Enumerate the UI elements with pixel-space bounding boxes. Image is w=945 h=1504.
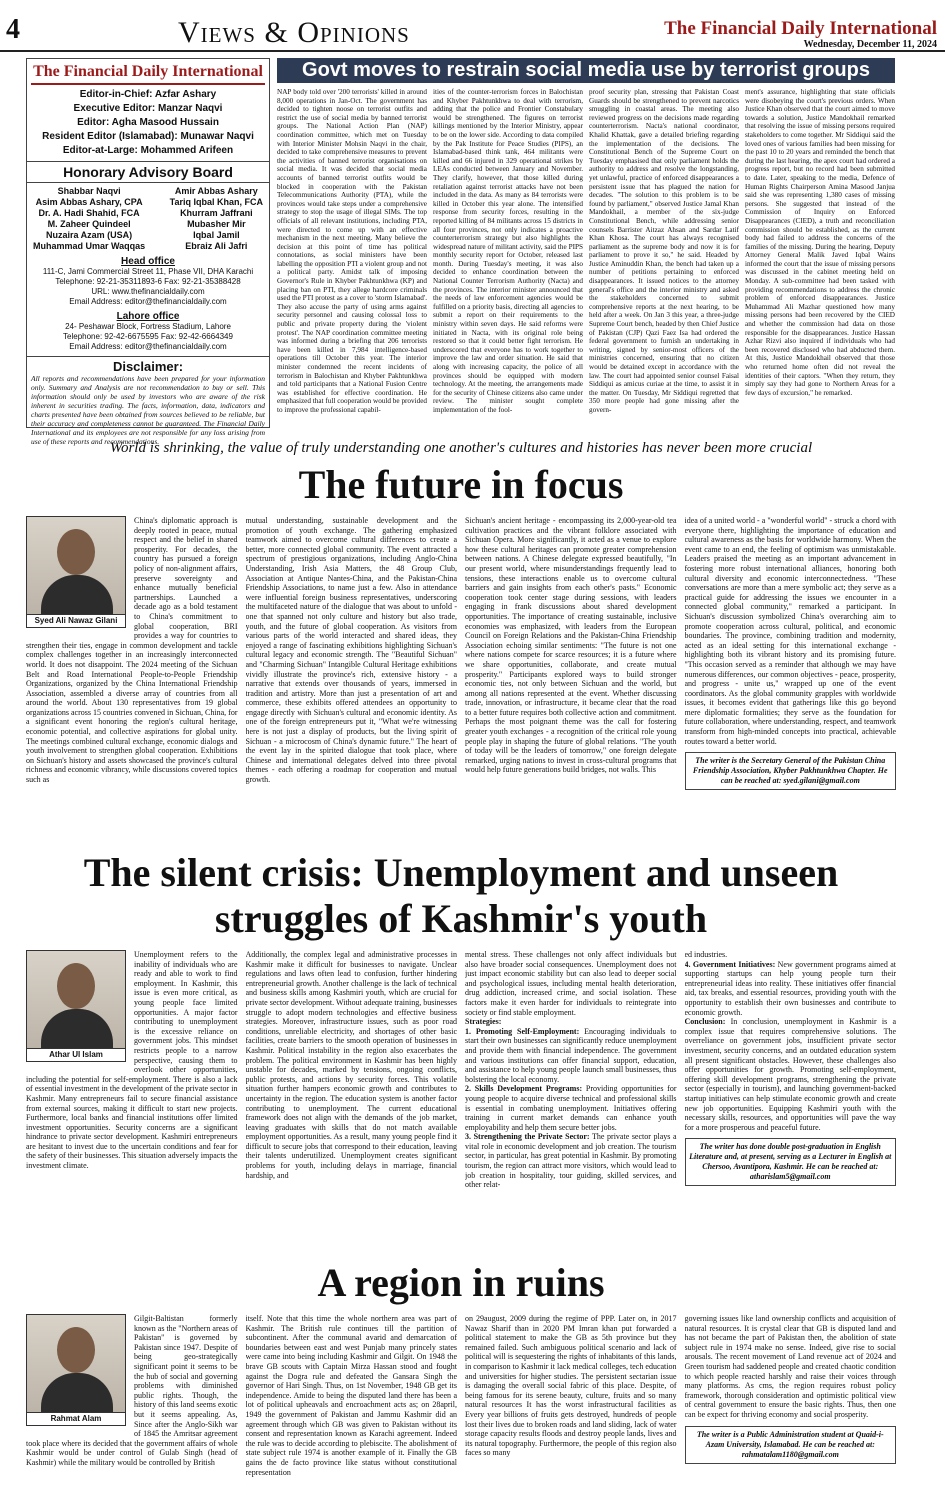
article-body [26,950,896,1246]
article-tagline: World is shrinking, the value of truly understanding one another's cultures and histories has never been more crucial [109,440,813,456]
article-column: on 29august, 2009 during the regime of PPP. Later on, in 2017 Nawaz Sharif than in 2020 PM Imran khan put forwarded a political statement to make the GB as 5th province but they remained failed. Such ambiguous political scenario and lack of political will is sequestering the rights of inhabitants of this lands, in comparison to Kashmir it lack medical colleges, tech education and universities for higher studies. The persistent sectarian issue is damaging the overall social fabric of this place. Despite, of being famous for its serene beauty, culture, fruits and so many natural resources It has the worst infrastructural facilities as Every year billions of fruits gets destroyed, hundreds of people lost their lives due to broken roads and land sliding, lack of water storage capacity results floods and destroy people lands, lives and its natural topography. Furthermore, the people of this region also faces so many [465,1314,677,1458]
article-column: itself. Note that this time the whole northern area was part of Kashmir. The British rule continues till the partition of subcontinent. After the communal avarid and demarcation of boundaries between east and west Punjab many princely states were came into being including Kashmir and Gilgit. On 1948 the brave GB scouts with Captain Mirza Hassan stood and fought against the Dogra rule and defeated the Gansara Singh the governor of Hari Singh. Thus, on 1st November, 1948 GB get its independence. Amide to being the disputed land there has been a lot of political upheavals and encroachment acts as; on 28april, 1949 the government of Pakistan and Jammu Kashmir did an agreement through which GB was given to Pakistan without its consent and representation known as Karachi agreement. Indeed the rule was to decide according to plebiscite. The abolishment of state subject rule 1974 is another example of it. Finally the GB gains the de facto province like status without constitutional representation [245,1314,457,1477]
article-silent-crisis [26,850,896,1252]
author-bio: The writer has done double post-graduation in English Literature and, at present, serving as a Lecturer in English at Chersoo, Avantipora, Kashmir. He can be reached at: atharislam5@gmail.com [685,1138,897,1186]
editor-line: Executive Editor: Manzar Naqvi [73,103,223,114]
strategy-item [685,960,897,1018]
article-column [685,1314,897,1496]
editor-line: Editor-in-Chief: Azfar Ashary [79,89,217,100]
advisor: Muhammad Umar Waqqas [33,241,146,251]
conclusion-text: In conclusion, unemployment in Kashmir is a complex issue that requires comprehensive solutions. The overreliance on government jobs, insufficient private sector investment, security concerns, and an outdated education system all present significant obstacles. However, these challenges also offer opportunities for growth. Promoting self-employment, offering skill development programs, strengthening the private sector (especially in tourism), and launching government-backed startup initiatives can help stimulate economic growth and create new job opportunities. Equipping Kashmiri youth with the necessary skills, resources, and opportunities will pave the way for a more prosperous and peaceful future. [684,1017,896,1132]
article-title: The future in focus [298,462,624,507]
advisor: Shabbar Naqvi [57,186,121,196]
article-text: mental stress. These challenges not only affect individuals but also have broader social consequences. Unemployment does not just impact economic stability but can also lead to deeper social and psychological issues, including mental health deterioration, drug addiction, increased crime, and social isolation. These factors make it even harder for individuals to reintegrate into society or find stable employment. [465,950,677,1017]
article-body [26,516,896,836]
article-column: mutual understanding, sustainable development and the promotion of youth exchange. The gathering emphasized teamwork aimed to overcome cultural differences to create a better, more connected global community. The event attracted a spectrum of prestigious organizations, including Anglo-China Understanding, Irish Asia Matters, the 48 Group Club, Association at Antique Nantes-China, and the Pakistan-China Friendship Associations, to name just a few. Also in attendance were influential foreign business representatives, underscoring the multifaceted nature of the dialogue that was about to unfold - one that spanned not only culture and history but also trade, youth, and the future of global cooperation. As visitors from various parts of the world interacted and shared ideas, they enjoyed a range of fascinating exhibitions highlighting Sichuan's cultural legacy and economic strength. The "Beautiful Sichuan" and "Charming Sichuan" Intangible Cultural Heritage exhibitions vividly illustrate the province's rich, extensive history - a narrative that extends over thousands of years, immersed in tradition and artistry. More than just a presentation of art and commerce, these exhibits offered attendees an opportunity to engage directly with Sichuan's cultural and economic identity. As one of the foreign entrepreneurs put it, "What we're witnessing here is not just a display of products, but the living spirit of Sichuan - a microcosm of China's dynamic future." The heart of the event lay in the spirited dialogue that took place, where Chinese and international delegates delved into three pivotal themes - each offering a roadmap for cooperation and mutual growth. [245,516,457,785]
lead-headline: Govt moves to restrain social media use by terrorist groups [277,58,895,83]
lahore-office-line: 24- Peshawar Block, Fortress Stadium, Lahore [65,322,231,331]
article-text: Unemployment refers to the inability of individuals who are ready and able to work to find employment. In Kashmir, this issue is even more critical, as young people face limited opportunities. A major factor contributing to unemployment is the excessive reliance on government jobs. This mindset restricts people to a narrow perspective, causing them to overlook other opportunities, including the potential for self-employment. There is also a lack of essential investment in the development of the private sector in Kashmir. Many entrepreneurs fail to secure financial assistance from external sources, making it difficult to start new projects. Furthermore, local banks and financial institutions offer limited investment opportunities. Security concerns are a significant hindrance to private sector development. Kashmiri entrepreneurs are hesitant to invest due to the uncertain conditions and fear for the safety of their businesses. This situation adversely impacts the investment climate. [26,950,238,1171]
advisor: Nuzaira Azam (USA) [46,230,133,240]
lead-story-body [277,88,895,428]
conclusion [685,1017,897,1132]
article-column: Sichuan's ancient heritage - encompassing its 2,000-year-old tea cultivation practices and the vibrant folklore associated with Sichuan Opera. More significantly, it acted as a venue to explore how these cultural heritages can promote greater comprehension between nations. A Chinese delegate expressed beautifully, "In our present world, where misunderstandings frequently lead to tensions, these interactions enable us to overcome cultural barriers and gain insights from each other's pasts." Economic cooperation took center stage during sessions, with leaders engaging in frank discussions about shared development opportunities. The importance of creating sustainable, inclusive economies was emphasized, with leaders from the European Council on Foreign Relations and the Pakistan-China Friendship Association echoing similar sentiments: "The future is not one where nations compete for scarce resources; it is a future where we share opportunities, collaborate, and create mutual prosperity." Participants explored ways to build stronger economic ties, not only between Sichuan and the world, but among all nations represented at the event. Whether discussing trade, innovation, or infrastructure, it became clear that the road to a better future requires both collective action and commitment. Perhaps the most poignant theme was the call for fostering greater youth exchanges - a recognition of the critical role young people play in shaping the future of global relations. "The youth of today will be the leaders of tomorrow," one foreign delegate remarked, urging nations to invest in cross-cultural programs that would help future generations build bridges, not walls. This [465,516,677,775]
advisor: Ebraiz Ali Jafri [185,241,248,251]
page-number: 4 [6,14,20,45]
editor-line: Resident Editor (Islamabad): Munawar Naqvi [42,131,254,142]
author-photo [26,950,126,1062]
author-bio: The writer is the Secretary General of the Pakistan China Friendship Association, Khyber Pakhtunkhwa Chapter. He can be reached at: syed.gilani@gmail.com [685,752,897,790]
article-column [26,516,238,836]
portrait-torso [41,1009,113,1053]
page-header [0,0,945,52]
head-office-line: URL: www.thefinancialdaily.com [91,287,205,296]
article-column: Additionally, the complex legal and administrative processes in Kashmir make it difficult for businesses to navigate. Unclear regulations and laws often lead to confusion, further hindering entrepreneurial growth. Another challenge is the lack of technical and business skills among Kashmiri youth, which are crucial for private sector development. Without adequate training, businesses struggle to adopt modern technologies and effective business strategies. Moreover, infrastructure issues, such as poor road conditions, unreliable electricity, and shortages of other basic facilities, create barriers to the smooth operation of businesses in Kashmir. Political instability in the region also exacerbates the problem. The political environment in Kashmir has been highly unstable for decades, marked by tensions, ongoing conflicts, public protests, and actions by security forces. This volatile situation further hampers economic growth and contributes to uncertainty in the region. The education system is another factor contributing to unemployment. The current educational framework does not align with the demands of the job market, leaving graduates with skills that do not match available employment opportunities. As a result, many young people find it difficult to secure jobs that correspond to their education, leaving their talents underutilized. Unemployment creates significant problems for youth, including delays in marriage, financial hardship, and [245,950,457,1180]
editor-list [27,88,269,158]
advisory-heading: Honorary Advisory Board [27,161,269,183]
portrait-torso [41,575,113,619]
portrait-head [57,529,95,575]
advisor: Dr. A. Hadi Shahid, FCA [38,208,140,218]
advisory-col-left [33,186,145,252]
portrait-head [57,1327,95,1373]
advisor: Mubasher Mir [187,219,246,229]
article-region-in-ruins [26,1260,896,1500]
lahore-office-line: Email Address: editor@thefinancialdaily.com [69,342,227,351]
masthead-title: The Financial Daily International [31,59,265,85]
head-office-heading: Head office [121,256,175,267]
strategy-item [465,1027,677,1085]
advisory-board [27,186,269,252]
article-title: A region in ruins [317,1260,605,1305]
strategy-title: 2. Skills Development Programs: [465,1084,583,1094]
lead-column: NAP body told over '200 terrorists' killed in around 8,000 operations in Jan-Oct. The government has decided to tighten noose on terrorist outfits and restrict the use of social media by banned terrorist groups. The National Action Plan (NAP) coordination committee, which met on Tuesday with Interior Minister Mohsin Naqvi in the chair, decided to take comprehensive measures to prevent the activities of banned terrorist organisations on social media. It was decided that social media accounts of banned terrorist outfits would be blocked in cooperation with the Pakistan Telecommunications Authority (PTA), while the provinces would take steps under a comprehensive strategy to stop the usage of illegal SIMs. The top officials of all relevant institutions, including PTA, were directed to come up with an effective mechanism in the next meeting. Many believe the decision at this point of time has political connotations, as social ministers have been labelling the opposition PTI a violent group and not a political party. Amidst talk of imposing Governor's Rule in Khyber Pakhtunkhwa (KP) and placing ban on PTI, they allege hardcore criminals used the PTI protest as a cover to 'storm Islamabad'. They also accuse the party of using arms against security personnel and causing colossal loss to public and private property during the 'violent protest'. The NAP coordination committee meeting was informed during a briefing that 206 terrorists have been killed in 7,984 intelligence-based operations till October this year. The interior minister condemned the recent incidents of terrorism in Balochistan and Khyber Pakhtunkhwa and told participants that a National Fusion Centre was established for effective coordination. He emphasized that full cooperation would be provided to improve the professional capabil- [277,88,427,414]
disclaimer-text: All reports and recommendations have been prepared for your information only. Summary and Analysis are not recommendation to buy or sell. This information should only be used by investors who are aware of the risk inherent in securities trading. The facts, information, data, indicators and charts presented have been obtained from sources believed to be reliable, but their accuracy and completeness cannot be guaranteed. The Financial Daily International and its employees are not responsible for any loss arising from use of these reports and recommendations. [31,374,265,446]
head-office-line: Telephone: 92-21-35311893-6 Fax: 92-21-35388428 [55,277,241,286]
strategy-item [465,1084,677,1132]
article-text: idea of a united world - a "wonderful world" - struck a chord with everyone there, highlighting the importance of education and cultural awareness as the basis for worldwide harmony. When the event came to an end, the feeling of optimism was unmistakable. Leaders praised the meeting as an important advancement in fostering more robust international alliances, honoring both cultural diversity and economic interconnectedness. "These conversations are more than a mere symbolic act; they serve as a practical guide for addressing the issues we encounter in a connected global community," remarked a participant. In Sichuan's discussion symbolized China's overarching aim to promote cooperation across cultural, political, and economic boundaries. The province, combining tradition and modernity, acted as an ideal setting for this international exchange - highlighting both its vibrant history and its promising future. "This occasion served as a reminder that although we may have numerous differences, our common objectives - peace, prosperity, and progress - unite us," wrapped up one of the event coordinators. As the global community grapples with worldwide issues, it becomes evident that gatherings like this go beyond mere diplomatic formalities; they serve as the foundation for future collaboration, where understanding, respect, and teamwork transform from high-minded concepts into practical, achievable routes toward a better world. [684,516,896,746]
author-name: Rahmat Alam [27,1412,125,1425]
strategy-title: 4. Government Initiatives: [684,959,776,969]
strategies-heading: Strategies: [465,1017,502,1027]
disclaimer-heading: Disclaimer: [27,356,269,374]
strategy-text: New government programs aimed at supporting startups can help young people turn their entrepreneurial ideas into reality. These initiatives offer financial aid, tax breaks, and essential resources, providing youth with the opportunity to establish their own businesses and contribute to economic growth. [684,959,896,1017]
article-column [685,950,897,1246]
strategy-text: The private sector plays a vital role in economic development and job creation. The tourism sector, in particular, has great potential in Kashmir. By promoting tourism, the region can attract more visitors, which would lead to job creation in hospitality, tour guiding, skilled services, and other relat- [465,1132,677,1190]
article-text: ed industries. [684,950,728,959]
head-office-line: 111-C, Jami Commercial Street 11, Phase VII, DHA Karachi [42,267,254,276]
portrait-head [57,963,95,1009]
advisory-col-right [170,186,263,252]
lead-column: ment's assurance, highlighting that state officials were disobeying the court's previous orders. When Justice Khan observed that the court aimed to move towards a solution, Justice Mandokhail remarked that resolving the issue of missing persons required stakeholders to come together. Mr Siddiqui said the loved ones of various families had been missing for the past 10 to 20 years and reminded the bench that during the last hearing, the apex court had ordered a progress report, but no record had been submitted to date. Later, speaking to the media, Defence of Human Rights Chairperson Amina Masood Janjua said she was representing 1,380 cases of missing persons. She suggested that instead of the Commission of Inquiry on Enforced Disappearances (CIED), a truth and reconciliation commission should be established, as the current body had failed to address the concerns of the families of the missing. During the hearing, Deputy Attorney General Malik Javed Iqbal Wains informed the court that the issue of missing persons was discussed in the cabinet meeting held on Monday. A sub-committee had been tasked with providing recommendations to address the chronic problem of enforced disappearances. Justice Muhammad Ali Mazhar questioned how many missing persons had been recovered by the CIED and whether the commission had data on those responsible for the disappearances. Justice Hassan Azhar Rizvi also inquired if individuals who had been recovered disclosed who had abducted them. At this, Justice Mandokhail observed that those who returned home often did not reveal the identities of their captors. "When they return, they simply say they had gone to Northern Areas for a few days of excursion," he remarked. [745,88,895,397]
article-text: China's diplomatic approach is deeply rooted in peace, mutual respect and the belief in shared prosperity. For decades, the country has pursued a foreign policy of non-alignment affairs, preserve sovereignty and enhance mutually beneficial partnerships. Launched a decade ago as a bold testament to China's commitment to global cooperation, BRI provides a way for countries to strengthen their ties, engage in common development and tackle complex challenges together in an increasingly interconnected world. It does not disappoint. The 2024 meeting of the Sichuan Belt and Road International People-to-People Friendship Organizations, organized by the China International Friendship Association, assembled a diverse array of countries from all around the world. About 130 representatives from 19 global organizations across 15 countries convened in Sichuan, China, for a significant event honoring the region's cultural heritage, economic potential, and collective aspirations for global unity. The meetings combined cultural exchange, economic dialogs and youth involvement to strengthen global cooperation. Exhibitions on Sichuan's history and assets showcased the province's cultural richness and economic vibrancy, while discussions covered topics such as [26,516,238,785]
article-column [685,516,897,836]
advisor: Khurram Jaffrani [180,208,253,218]
article-column [26,950,238,1246]
strategy-title: 3. Strengthening the Private Sector: [465,1132,590,1142]
newspaper-brand: The Financial Daily International [664,18,937,39]
article-body [26,1314,896,1496]
issue-date: Wednesday, December 11, 2024 [803,39,937,50]
lahore-office-heading: Lahore office [116,311,180,322]
article-column [26,1314,238,1496]
article-text: Gilgit-Baltistan formerly known as the "Northern areas of Pakistan" is governed by Pakistan since 1947. Despite of being geo-strategically significant point it seems to be the hub of social and governing problems with diminished public rights. Though, the history of this land seems exotic but it seems appealing. As, Since after the Anglo-Sikh war of 1845 the Amritsar agreement took place where its decided that the government affairs of whole Kashmir would be under control of Gulab Singh (head of Kashmir) while the military would be controlled by British [26,1314,238,1467]
strategy-text: Encouraging individuals to start their own businesses can significantly reduce unemployment and provide them with financial independence. The government and various institutions can offer financial support, education, and assistance to help young people launch small businesses, thus bolstering the local economy. [465,1026,677,1084]
masthead-box [26,58,270,446]
article-text: governing issues like land ownership conflicts and acquisition of natural resources. It is crystal clear that GB is disputed land and has not became the part of Pakistan then, the abolition of state subject rule in 1974 make no sense. Indeed, give rise to social arousals. The recent movement of Land revenue act of 2024 and Green tourism had saddened people and created chaotic condition to which people reacted harshly and raise their voices through many platforms. As cms, the region requires robust policy framework, thorough consideration and optimistic political view of central government to ensure the basic rights. Thus, then one can be expect for thriving economy and social prosperity. [684,1314,896,1419]
author-photo [26,1314,126,1426]
advisor: Iqbal Jamil [193,230,240,240]
article-column [465,950,677,1246]
lead-column: proof security plan, stressing that Pakistan Coast Guards should be strengthened to prevent narcotics smuggling in coastal areas. The meeting also reviewed progress on the decisions made regarding counterterrorism. Nacta's national coordinator, Khalid Khattak, gave a detailed briefing regarding the implementation of the decisions. The Constitutional Bench of the Supreme Court on Tuesday emphasised that only parliament holds the authority to address and resolve the longstanding, yet unlawful, practice of enforced disappearances a persistent issue that has plagued the nation for decades. "The solution to this problem is to be found by parliament," observed Justice Jamal Khan Mandokhail, a member of the six-judge Constitutional Bench, while addressing senior counsels Barrister Aitzaz Ahsan and Sardar Latif Khan Khosa. The court has always recognised parliament as the supreme body and now it is for parliament to prove it so," he said. Headed by Justice Aminuddin Khan, the bench had taken up a number of petitions pertaining to enforced disappearances. It issued notices to the attorney general's office and the interior ministry and asked the stakeholders concerned to submit comprehensive reports at the next hearing, to be held after a week. On Jan 3 this year, a three-judge Supreme Court bench, headed by then Chief Justice of Pakistan (CJP) Qazi Faez Isa had ordered the federal government to furnish an undertaking in writing, signed by senior-most officers of the ministries concerned, ensuring that no citizen would be detained except in accordance with the law. The court had appointed senior counsel Faisal Siddiqui as amicus curiae at the time, to assist it in the matter. On Tuesday, Mr Siddiqui regretted that 350 more people had gone missing after the govern- [589,88,739,414]
advisor: Asim Abbas Ashary, CPA [35,197,143,207]
lead-column: ities of the counter-terrorism forces in Balochistan and Khyber Pakhtunkhwa to deal with terrorism, adding that the police and Frontier Constabulary would be strengthened. The figures on terrorist killings mentioned by the Interior Ministry, appear to be on the lower side. According to data compiled by the Pak Institute for Peace Studies (PIPS), an Islamabad-based think tank, 464 militants were killed and 66 injured in 329 operational strikes by LEAs conducted between January and November. They clarify, however, that those killed during retaliation against terrorist attacks have not been included in the data. As many as 84 terrorists were killed in October this year alone. The intensified response from security forces, resulting in the reported killing of 84 militants across 15 districts in all four provinces, not only indicates a proactive counterterrorism strategy but also highlights the widespread nature of militant activity, said the PIPS monthly security report for October, released last month. During Tuesday's meeting, it was also decided to enhance coordination between the National Counter Terrorism Authority (Nacta) and the provinces. The interior minister announced that the needs of law enforcement agencies would be fulfilled on a priority basis, directing all agencies to submit a report on their requirements to the ministry within seven days. He said reforms were initiated in Nacta, with its original role being restored so that it could better fight terrorism. He underscored that everyone has to work together to improve the law and order situation. He said that along with increasing capacity, the police of all provinces should be equipped with modern technology. At the meeting, the arrangements made for the security of Chinese citizens also came under review. The minister sought complete implementation of the fool- [433,88,583,414]
advisor: Tariq Iqbal Khan, FCA [169,197,263,207]
portrait-torso [41,1373,113,1417]
section-title: Views & Opinions [178,16,410,49]
author-name: Syed Ali Nawaz Gilani [27,614,125,627]
strategy-title: 1. Promoting Self-Employment: [465,1026,580,1036]
author-photo [26,516,126,628]
article-title: The silent crisis: Unemployment and unseen struggles of Kashmir's youth [83,850,839,941]
strategy-item [465,1132,677,1190]
strategy-text: Providing opportunities for young people to acquire diverse technical and professional skills is essential in combating unemployment. Initiatives offering training in current market demands can enhance youth employability and help them secure better jobs. [465,1084,677,1132]
head-office-line: Email Address: editor@thefinancialdaily.com [69,297,227,306]
conclusion-heading: Conclusion: [684,1017,726,1027]
advisor: M. Zaheer Quindeel [47,219,131,229]
author-name: Athar Ul Islam [27,1048,125,1061]
article-future-in-focus [26,462,896,842]
lahore-office-line: Telephone: 92-42-6675595 Fax: 92-42-6664349 [63,332,233,341]
editor-line: Editor-at-Large: Mohammed Arifeen [62,145,234,156]
advisor: Amir Abbas Ashary [174,186,258,196]
author-bio: The writer is a Public Administration student at Quaid-i-Azam University, Islamabad. He can be reached at: rahmatalam1180@gmail.com [685,1426,897,1464]
editor-line: Editor: Agha Masood Hussain [77,117,219,128]
